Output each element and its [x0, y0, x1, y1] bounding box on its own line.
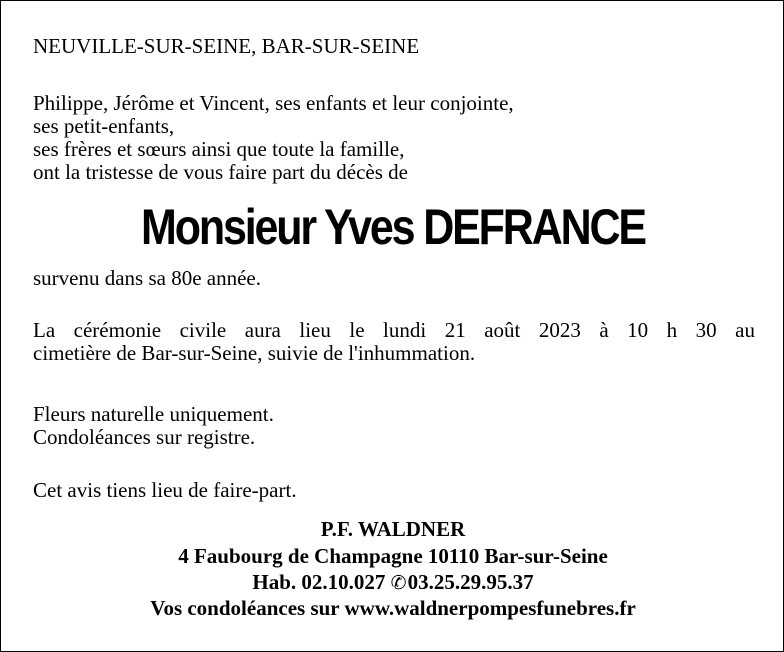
location-heading: NEUVILLE-SUR-SEINE, BAR-SUR-SEINE: [33, 34, 420, 58]
age-line: survenu dans sa 80e année.: [33, 266, 262, 290]
closing-line: Cet avis tiens lieu de faire-part.: [33, 478, 297, 502]
family-line: ses petit-enfants,: [33, 114, 175, 138]
wishes-line: Condoléances sur registre.: [33, 425, 256, 449]
family-line: ses frères et sœurs ainsi que toute la famille,: [33, 137, 405, 161]
deceased-name: Monsieur Yves DEFRANCE: [141, 199, 645, 255]
funeral-home-name: P.F. WALDNER: [320, 517, 466, 541]
phone-icon: ✆: [390, 573, 407, 594]
condolences-website: Vos condoléances sur www.waldnerpompesfunebres.fr: [150, 596, 636, 620]
ceremony-line: cimetière de Bar-sur-Seine, suivie de l'inhummation.: [33, 341, 476, 365]
wishes-line: Fleurs naturelle uniquement.: [33, 402, 274, 426]
phone-number: 03.25.29.95.37: [407, 570, 534, 594]
family-line: Philippe, Jérôme et Vincent, ses enfants et leur conjointe,: [33, 91, 514, 115]
family-line: ont la tristesse de vous faire part du décès de: [33, 160, 408, 184]
ceremony-line: La cérémonie civile aura lieu le lundi 21 août 2023 à 10 h 30 au: [33, 318, 755, 342]
funeral-home-address: 4 Faubourg de Champagne 10110 Bar-sur-Seine: [178, 544, 608, 568]
funeral-home-contact: [1, 569, 784, 597]
license-number: Hab. 02.10.027: [252, 570, 386, 594]
